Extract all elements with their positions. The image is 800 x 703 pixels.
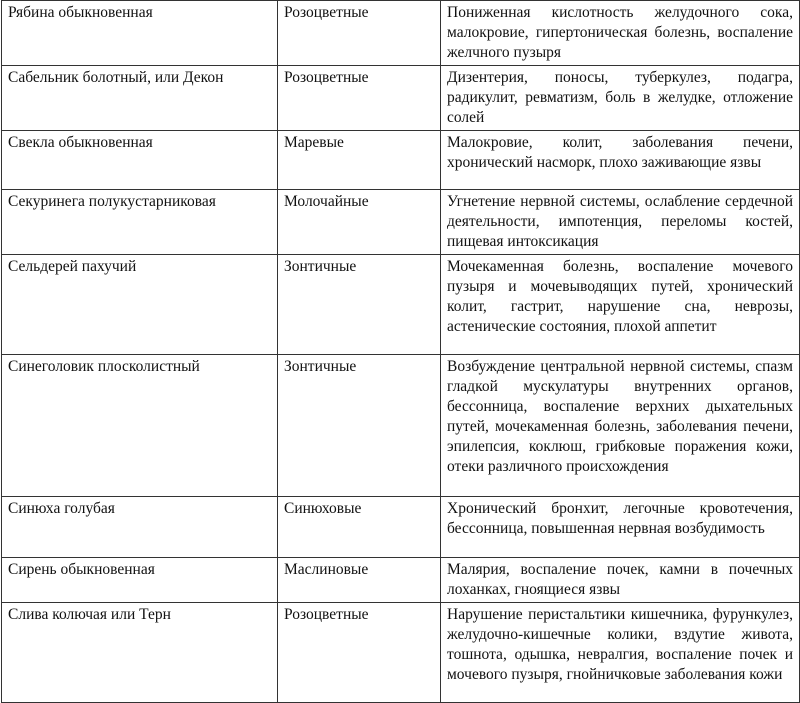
table-row [2,255,800,355]
plant-family: Зонтичные [278,355,441,497]
plant-uses: Дизентерия, поносы, туберкулез, подагра, радикулит, ревматизм, боль в желудке, отложение солей [441,66,800,131]
table-row [2,558,800,603]
plant-uses: Мочекаменная болезнь, воспаление мочевого пузыря и мочевыводящих путей, хронический колит, гастрит, нарушение сна, неврозы, астенические состояния, плохой аппетит [441,255,800,355]
table-row [2,355,800,497]
plant-family: Розоцветные [278,1,441,66]
plant-uses: Возбуждение центральной нервной системы, спазм гладкой мускулатуры внутренних органов, бессонница, воспаление верхних дыхательных путей, мочекаменная болезнь, заболевания печени, эпилепсия, коклюш, грибковые поражения кожи, отеки различного происхождения [441,355,800,497]
table-row [2,1,800,66]
plant-name: Свекла обыкновенная [2,131,278,190]
plant-name: Синюха голубая [2,497,278,558]
table-row [2,603,800,703]
plant-family: Синюховые [278,497,441,558]
plant-family: Розоцветные [278,66,441,131]
plant-name: Слива колючая или Терн [2,603,278,703]
plant-name: Рябина обыкновенная [2,1,278,66]
plant-family: Маслиновые [278,558,441,603]
plant-uses: Малярия, воспаление почек, камни в почечных лоханках, гноящиеся язвы [441,558,800,603]
plant-uses: Нарушение перистальтики кишечника, фурункулез, желудочно-кишечные колики, вздутие живота, тошнота, одышка, невралгия, воспаление почек и мочевого пузыря, гнойничковые заболевания кожи [441,603,800,703]
plant-name: Сельдерей пахучий [2,255,278,355]
plant-name: Секуринега полукустарниковая [2,190,278,255]
plant-uses: Угнетение нервной системы, ослабление сердечной деятельности, импотенция, переломы костей, пищевая интоксикация [441,190,800,255]
plant-uses: Хронический бронхит, легочные кровотечения, бессонница, повышенная нервная возбудимость [441,497,800,558]
plant-uses: Малокровие, колит, заболевания печени, хронический насморк, плохо заживающие язвы [441,131,800,190]
table-row [2,66,800,131]
plant-family: Маревые [278,131,441,190]
plant-name: Сабельник болотный, или Декон [2,66,278,131]
table-row [2,190,800,255]
plant-family: Зонтичные [278,255,441,355]
plant-uses: Пониженная кислотность желудочного сока, малокровие, гипертоническая болезнь, воспаление желчного пузыря [441,1,800,66]
medicinal-plants-table [1,0,800,703]
plant-name: Синеголовик плосколистный [2,355,278,497]
table-row [2,131,800,190]
table-row [2,497,800,558]
plant-family: Розоцветные [278,603,441,703]
plant-family: Молочайные [278,190,441,255]
plant-name: Сирень обыкновенная [2,558,278,603]
